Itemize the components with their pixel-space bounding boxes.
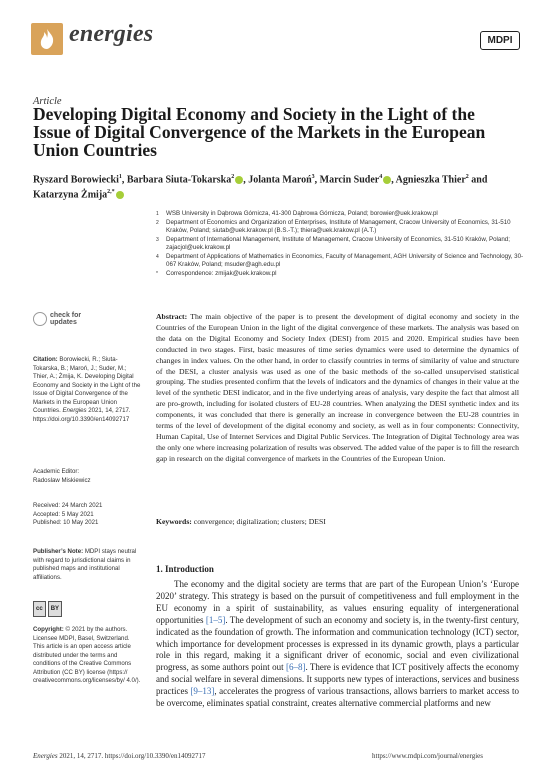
affiliation-text: Department of Economics and Organization of Enterprises, Institute of Management, Cracow University of Economics, 31-510 Kraków, Poland; siutab@uek.krakow.pl (B.S.-T.); thiera@uek.krakow.pl (A.T.) bbox=[166, 218, 511, 234]
author-affiliation-mark: 1 bbox=[118, 174, 122, 180]
published-date: Published: 10 May 2021 bbox=[33, 519, 99, 527]
author-name[interactable]: Ryszard Borowiecki bbox=[33, 174, 119, 186]
accepted-date: Accepted: 5 May 2021 bbox=[33, 510, 94, 518]
publisher-logo[interactable]: MDPI bbox=[480, 31, 520, 50]
affiliation-mark: * bbox=[156, 270, 158, 277]
intro-text-4: , accelerates the progress of various transactions, allows barriers to market access to be overcome, eliminates spatial constraint, creates alternative commercial platforms and new bbox=[156, 686, 519, 709]
editor-name: Radoslaw Miskiewicz bbox=[33, 476, 91, 484]
author-name[interactable]: Marcin Suder bbox=[319, 174, 380, 186]
orcid-icon[interactable] bbox=[235, 176, 243, 184]
affiliation-item bbox=[156, 210, 526, 219]
author-affiliation-mark: 3 bbox=[311, 174, 315, 180]
journal-logo-icon bbox=[31, 23, 63, 55]
check-for-updates-button[interactable] bbox=[33, 312, 88, 326]
cc-by-license-badge[interactable] bbox=[33, 601, 62, 617]
academic-editor bbox=[33, 468, 141, 485]
author-name[interactable]: Barbara Siuta-Tokarska bbox=[126, 174, 232, 186]
reference-link[interactable]: [1–5] bbox=[205, 614, 226, 625]
citation-label: Citation: bbox=[33, 356, 58, 363]
citation-text: Borowiecki, R.; Siuta-Tokarska, B.; Maroń, J.; Suder, M.; Thier, A.; Żmija, K. Developing Digital Economy and Society in the Light of the Issue of Digital Convergence of the Markets in the European Union Countries. bbox=[33, 356, 141, 415]
citation-journal: Energies bbox=[62, 407, 87, 415]
abstract bbox=[156, 312, 519, 465]
intro-text-3: . There is evidence that ICT positively affects the economy and social welfare in several dimensions. It supports new types of interactions, services and business practices bbox=[156, 662, 520, 697]
reference-link[interactable]: [6–8] bbox=[285, 662, 306, 673]
keywords-text: convergence; digitalization; clusters; DESI bbox=[193, 517, 326, 526]
editor-label: Academic Editor: bbox=[33, 468, 80, 475]
journal-name[interactable]: energies bbox=[69, 21, 154, 47]
by-icon: BY bbox=[48, 601, 62, 617]
citation-doi-link[interactable]: 2021, 14, 2717. https://doi.org/10.3390/en14092717 bbox=[33, 407, 131, 423]
affiliation-mark: 3 bbox=[156, 236, 159, 243]
abstract-text: The main objective of the paper is to present the development of digital economy and society in the Countries of the European Union in the light of the digital convergence of these markets. The analysis was based on the data on the Digital Economy and Society Index (DESI) from 2015 and 2020. Empirical studies have been conducted in two stages. First, basic measures of time series dynamics were used to determine the dynamics of changes in index values. On the other hand, in order to classify countries in terms of similarity of value and structure of the DESI, a cluster analysis was used as one of the basic methods of the so-called unsupervised statistical grouping. The studies presented confirm that the levels of indicators and the dynamics of changes in their value at the level of the synthetic DESI indicator, and in the five underlying areas of analysis, vary despite the fact that almost all are pro-growth, including for isolated clusters of EU-28 countries. When analyzing the DESI synthetic index and its components, it was concluded that there is generally an increase in convergence between the EU-28 countries in terms of the level of development of the digital economy and society, as well as in four components: Connectivity, Human Capital, Use of Internet Services and Digital Public Services. The Integration of Digital Technology area was the only one where increasing polarization of results was observed. The added value of the paper is to fill the research gap in research on the digital convergence of markets in the Countries of the European Union. bbox=[156, 312, 519, 463]
intro-paragraph bbox=[156, 579, 519, 710]
affiliation-item bbox=[156, 236, 526, 253]
article-type: Article bbox=[33, 96, 62, 107]
affiliation-text: Department of Applications of Mathematics in Economics, Faculty of Management, AGH University of Science and Technology, 30-067 Kraków, Poland; msuder@agh.edu.pl bbox=[166, 252, 524, 268]
dates-block bbox=[33, 502, 141, 528]
copyright-label: Copyright: bbox=[33, 626, 64, 633]
publisher-note-label: Publisher’s Note: bbox=[33, 548, 84, 555]
publisher-note bbox=[33, 548, 141, 582]
authors-connector: and bbox=[468, 174, 488, 186]
author-name[interactable]: Katarzyna Żmija bbox=[33, 189, 108, 201]
keywords-label: Keywords: bbox=[156, 517, 192, 526]
intro-text-2: . The development of such an economy and society is, in the twenty-first century, indicated as the foundation of growth. The information and communication technology (ICT) sector, which importance for development processes is expressed in its dynamic growth, plays a particular role in this regard, making it a significant driver of economic, social and even civilizational progress, as some authors point out bbox=[156, 614, 520, 673]
footer-journal: Energies bbox=[33, 752, 58, 760]
author-affiliation-mark: 4 bbox=[379, 174, 383, 180]
copyright-block bbox=[33, 626, 141, 686]
affiliations bbox=[156, 210, 526, 278]
check-updates-label: check for updates bbox=[50, 312, 82, 326]
author-affiliation-mark: 2 bbox=[465, 174, 469, 180]
affiliation-text: Department of International Management, Institute of Management, Cracow University of Economics, 31-510 Kraków, Poland; zajacjol@uek.krakow.pl bbox=[166, 235, 510, 251]
article-title: Developing Digital Economy and Society in the Light of the Issue of Digital Convergence of the Markets in the European Union Countries bbox=[33, 104, 486, 160]
section-heading: 1. Introduction bbox=[156, 564, 214, 574]
reference-link[interactable]: [9–13] bbox=[190, 686, 215, 697]
author-affiliation-mark: 2,* bbox=[107, 189, 115, 196]
affiliation-text: WSB University in Dąbrowa Górnicza, 41-300 Dąbrowa Górnicza, Poland; borowier@uek.krakow.pl bbox=[166, 210, 438, 217]
affiliation-mark: 2 bbox=[156, 219, 159, 226]
abstract-label: Abstract: bbox=[156, 312, 188, 321]
copyright-text: © 2021 by the authors. Licensee MDPI, Basel, Switzerland. This article is an open access article distributed under the terms and conditions of the Creative Commons Attribution (CC BY) license (https:// creativecommons.org/licenses/by/ 4.0/). bbox=[33, 626, 141, 685]
publisher-note-text: MDPI stays neutral with regard to jurisdictional claims in published maps and institutional affiliations. bbox=[33, 548, 137, 581]
affiliation-mark: 4 bbox=[156, 253, 159, 260]
orcid-icon[interactable] bbox=[383, 176, 391, 184]
update-badge-icon bbox=[33, 312, 47, 326]
affiliation-item bbox=[156, 219, 526, 236]
author-affiliation-mark: 2 bbox=[231, 174, 235, 180]
affiliation-item bbox=[156, 253, 526, 270]
orcid-icon[interactable] bbox=[116, 191, 124, 199]
received-date: Received: 24 March 2021 bbox=[33, 502, 103, 509]
footer-citation bbox=[33, 752, 205, 760]
affiliation-item bbox=[156, 270, 526, 279]
intro-text-1: The economy and the digital society are terms that are part of the European Union’s ‘Europe 2020’ strategy. This strategy is based on the pursuit of competitiveness and full employment in the EU economy in a spirit of sustainability, as values ensuring equality of intergenerational opportunities bbox=[156, 579, 519, 625]
author-list: Ryszard Borowiecki$^1$, Barbara Siuta-Tokarska$^2$ , Jolanta Maroń$^3$, Marcin Suder$^4$ , Agnieszka Thier$^2$ and Katarzyna Żmija$^{2,*}$ bbox=[33, 174, 488, 201]
affiliation-mark: 1 bbox=[156, 211, 159, 217]
cc-icon: cc bbox=[33, 601, 46, 617]
flame-icon bbox=[37, 28, 57, 50]
affiliation-text: Correspondence: zmijak@uek.krakow.pl bbox=[166, 269, 277, 277]
author-name[interactable]: Agnieszka Thier bbox=[395, 174, 466, 186]
citation-block bbox=[33, 356, 141, 424]
keywords bbox=[156, 517, 519, 526]
footer-url[interactable]: https://www.mdpi.com/journal/energies bbox=[372, 752, 484, 760]
footer-doi-link[interactable]: 2021, 14, 2717. https://doi.org/10.3390/en14092717 bbox=[59, 752, 206, 760]
author-name[interactable]: Jolanta Maroń bbox=[248, 174, 312, 186]
